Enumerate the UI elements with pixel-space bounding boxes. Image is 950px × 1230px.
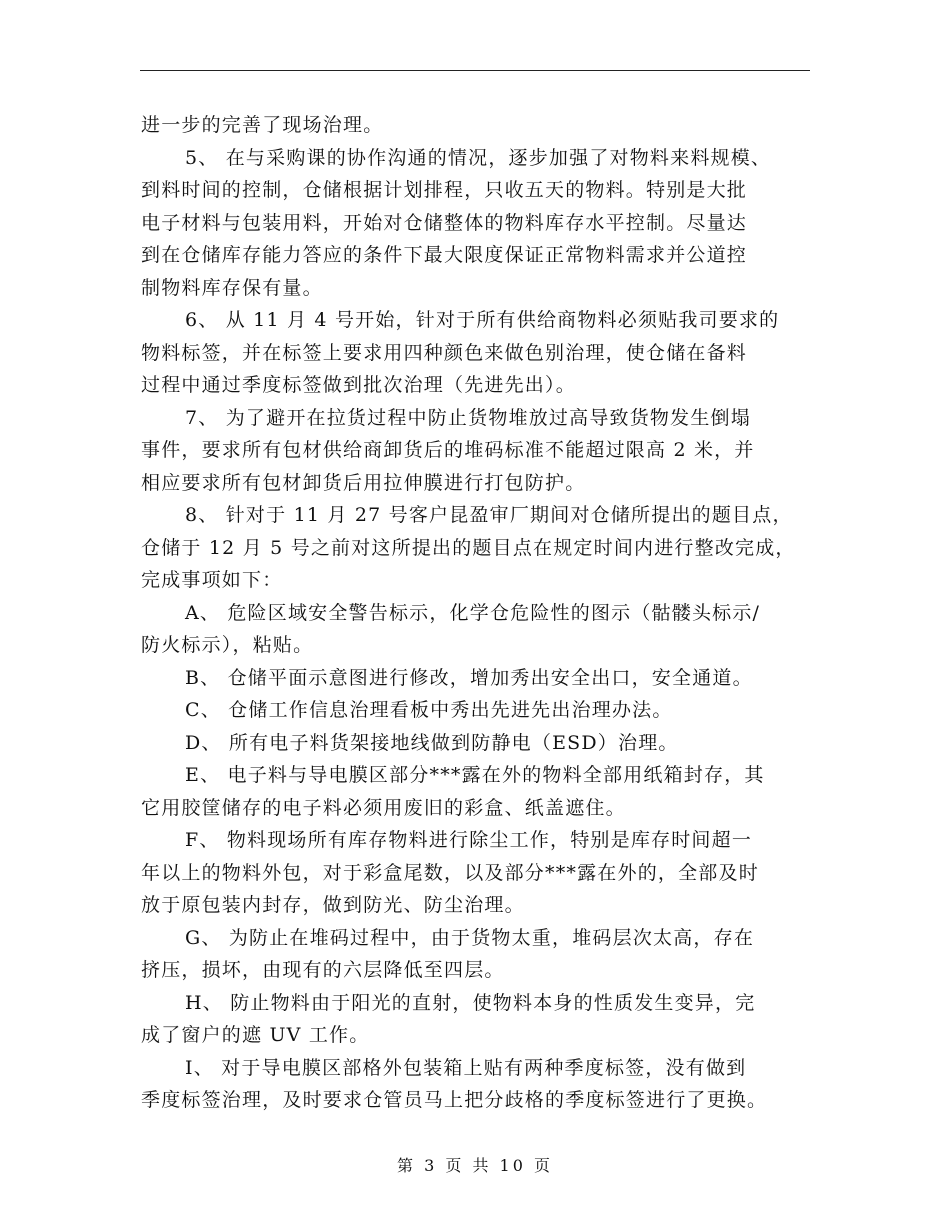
text-line: 物料标签，并在标签上要求用四种颜色来做色别治理，使仓储在备料 bbox=[141, 341, 748, 364]
text-line: 防火标示），粘贴。 bbox=[141, 634, 314, 656]
text-line: B、 仓储平面示意图进行修改，增加秀出安全出口，安全通道。 bbox=[185, 666, 753, 689]
text-line: 8、 针对于 11 月 27 号客户昆盈审厂期间对仓储所提出的题目点， bbox=[185, 504, 793, 526]
text-line: 季度标签治理，及时要求仓管员马上把分歧格的季度标签进行了更换。 bbox=[141, 1089, 768, 1111]
text-line: 7、 为了避开在拉货过程中防止货物堆放过高导致货物发生倒塌 bbox=[185, 406, 751, 429]
text-line: D、 所有电子料货架接地线做到防静电（ESD）治理。 bbox=[185, 731, 679, 754]
text-line: H、 防止物料由于阳光的直射，使物料本身的性质发生变异，完 bbox=[185, 991, 756, 1014]
header-rule bbox=[140, 70, 810, 71]
page-number: 第 3 页 共 10 页 bbox=[397, 1156, 553, 1175]
text-line: G、 为防止在堆码过程中，由于货物太重，堆码层次太高，存在 bbox=[185, 926, 755, 949]
text-line: 仓储于 12 月 5 号之前对这所提出的题目点在规定时间内进行整改完成， bbox=[141, 536, 796, 559]
text-line: 电子材料与包装用料，开始对仓储整体的物料库存水平控制。尽量达 bbox=[141, 211, 748, 234]
text-line: 挤压，损坏，由现有的六层降低至四层。 bbox=[141, 959, 505, 981]
text-line: 事件，要求所有包材供给商卸货后的堆码标准不能超过限高 2 米，并 bbox=[141, 439, 755, 461]
text-line: 放于原包装内封存，做到防光、防尘治理。 bbox=[141, 894, 525, 916]
text-line: 它用胶筐储存的电子料必须用废旧的彩盒、纸盖遮住。 bbox=[141, 796, 626, 819]
text-line: 完成事项如下： bbox=[141, 569, 283, 591]
text-line: F、 物料现场所有库存物料进行除尘工作，特别是库存时间超一 bbox=[185, 829, 753, 851]
text-line: I、 对于导电膜区部格外包装箱上贴有两种季度标签，没有做到 bbox=[185, 1056, 747, 1079]
text-line: 过程中通过季度标签做到批次治理（先进先出）。 bbox=[141, 374, 576, 396]
document-body bbox=[141, 109, 813, 1117]
text-line: 成了窗户的遮 UV 工作。 bbox=[141, 1024, 370, 1046]
text-line: 6、 从 11 月 4 号开始，针对于所有供给商物料必须贴我司要求的 bbox=[185, 309, 780, 331]
text-line: 到在仓储库存能力答应的条件下最大限度保证正常物料需求并公道控 bbox=[141, 244, 748, 266]
text-line: 进一步的完善了现场治理。 bbox=[141, 114, 384, 136]
text-line: E、 电子料与导电膜区部分***露在外的物料全部用纸箱封存，其 bbox=[185, 764, 765, 786]
text-line: 制物料库存保有量。 bbox=[141, 276, 323, 299]
text-line: 年以上的物料外包，对于彩盒尾数，以及部分***露在外的，全部及时 bbox=[141, 861, 759, 884]
text-line: 5、 在与采购课的协作沟通的情况，逐步加强了对物料来料规模、 bbox=[185, 146, 772, 169]
text-line: 到料时间的控制，仓储根据计划排程，只收五天的物料。特别是大批 bbox=[141, 179, 748, 201]
text-line: 相应要求所有包材卸货后用拉伸膜进行打包防护。 bbox=[141, 471, 586, 494]
text-line: A、 危险区域安全警告标示，化学仓危险性的图示（骷髅头标示/ bbox=[185, 601, 761, 624]
text-line: C、 仓储工作信息治理看板中秀出先进先出治理办法。 bbox=[185, 699, 673, 721]
